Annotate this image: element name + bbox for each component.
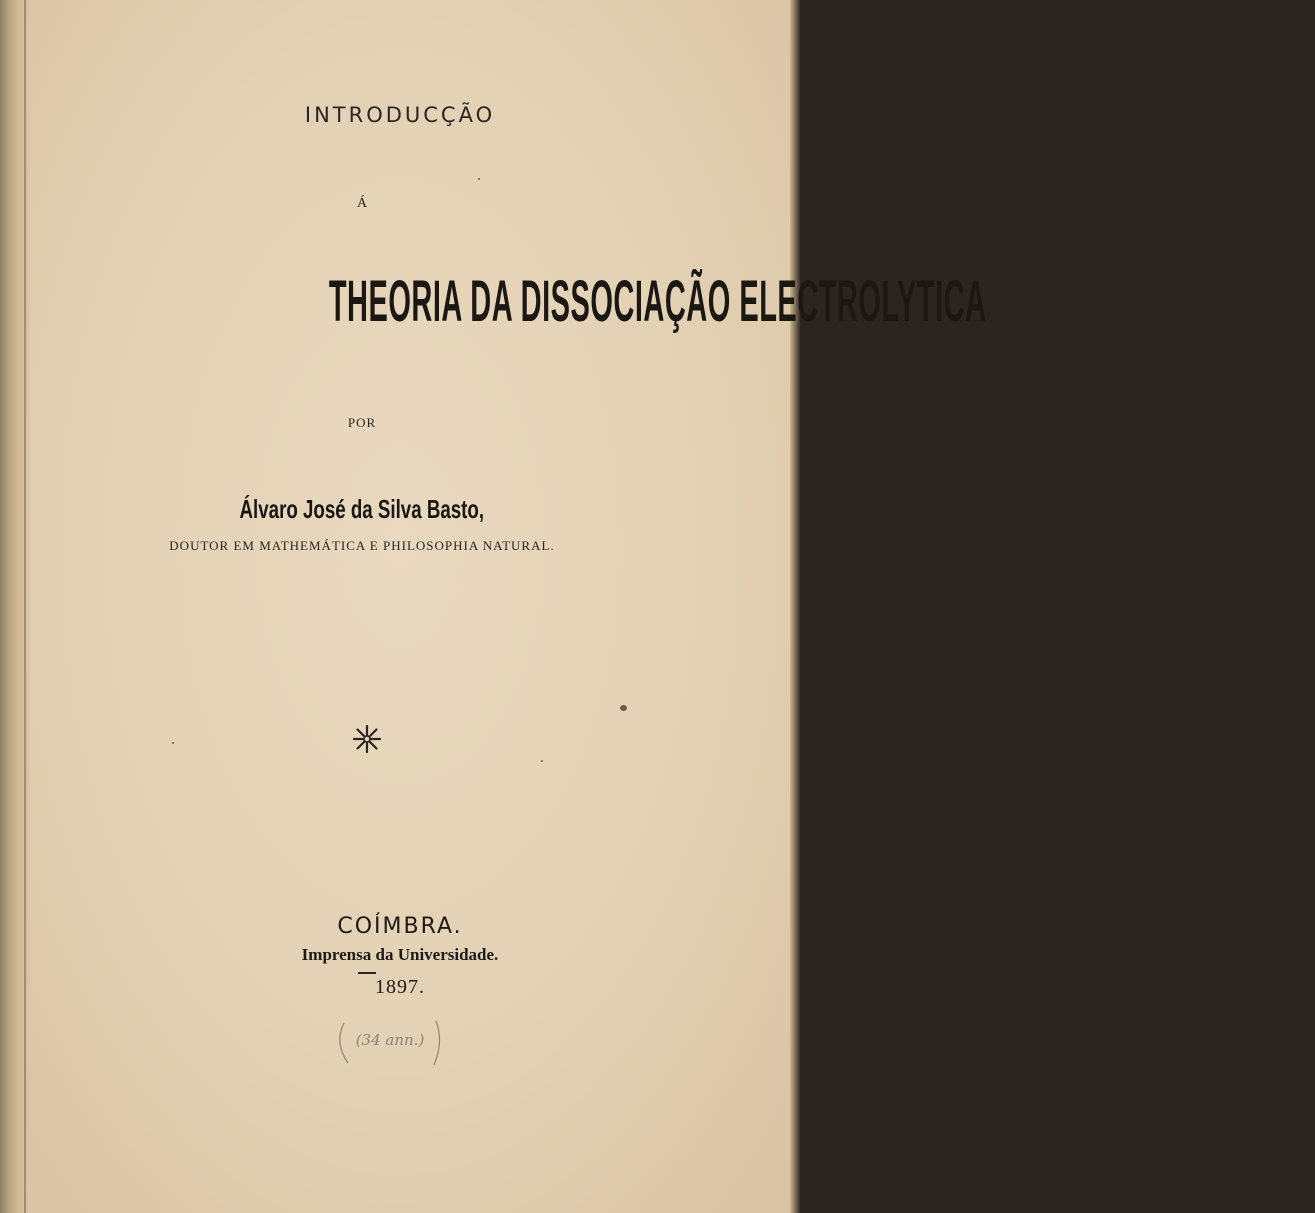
main-title-text: THEORIA DA DISSOCIAÇÃO ELECTROLYTICA	[328, 269, 987, 334]
asterism-ornament-icon	[352, 724, 382, 754]
paper-speck	[620, 705, 627, 711]
publication-year: 1897.	[375, 976, 425, 998]
paper-speck	[172, 742, 174, 744]
gutter-fold-line	[24, 0, 26, 1213]
book-main-title	[0, 268, 987, 335]
pencil-annotation	[330, 1015, 450, 1075]
author-line	[0, 494, 762, 525]
intro-heading: INTRODUCÇÃO	[304, 103, 496, 127]
publication-city: COÍMBRA.	[337, 914, 463, 939]
pencil-note-text: (34 ann.)	[355, 1031, 425, 1049]
publisher: Imprensa da Universidade.	[301, 945, 499, 964]
page-right-edge	[790, 0, 800, 1213]
author-degree: DOUTOR EM MATHEMÁTICA E PHILOSOPHIA NATURAL.	[169, 538, 555, 553]
paper-speck	[541, 760, 543, 762]
preposition-text: Á	[356, 196, 368, 211]
year-rule	[358, 972, 376, 974]
paper-speck	[478, 178, 480, 180]
by-label: POR	[347, 415, 377, 430]
author-name: Álvaro José da Silva Basto,	[239, 494, 485, 524]
